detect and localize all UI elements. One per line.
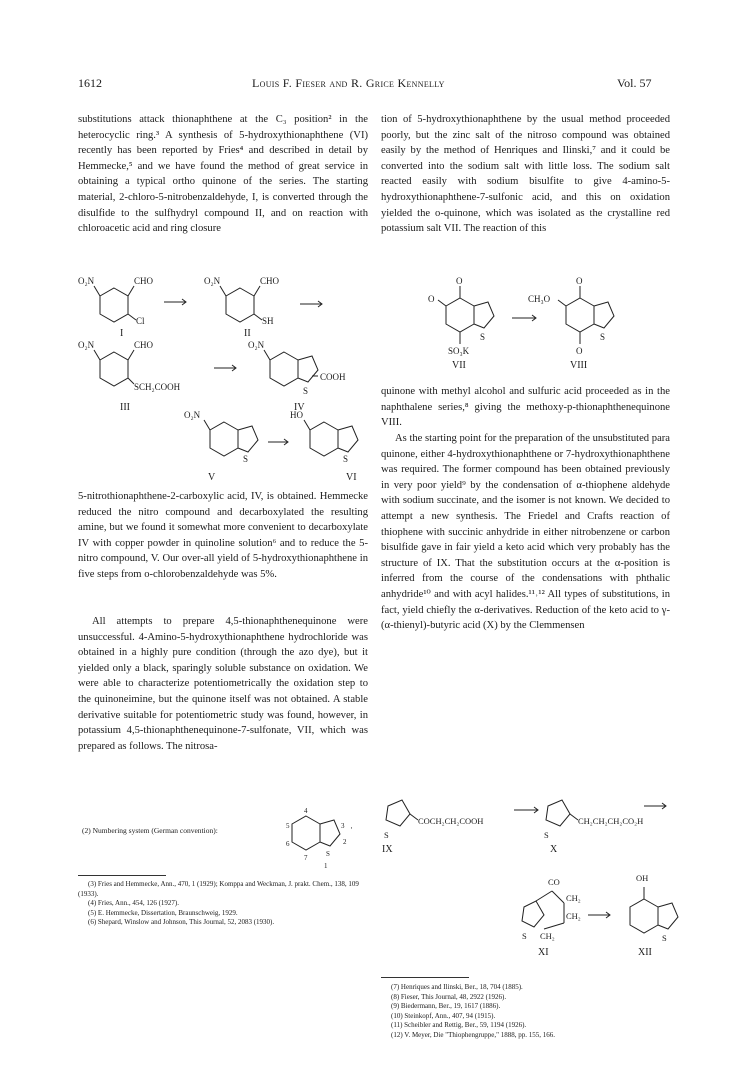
group-o2n-4: O₂N xyxy=(248,340,265,350)
scheme-quinone-vii-viii xyxy=(420,272,660,382)
position-6: 6 xyxy=(286,840,290,848)
scheme-nitro-to-hydroxythionaphthene xyxy=(72,272,372,490)
group-o2n-5: O₂N xyxy=(184,410,201,420)
group-coch2ch2cooh: COCH₂CH₂COOH xyxy=(418,816,484,826)
position-1: 1 xyxy=(324,862,328,870)
group-so3k: SO₃K xyxy=(448,346,470,356)
group-o2n-1: O₂N xyxy=(78,276,95,286)
sulfur-ix: S xyxy=(384,830,389,840)
footnote-10: (10) Steinkopf, Ann., 407, 94 (1915). xyxy=(391,1011,496,1020)
compound-label-ii: II xyxy=(244,328,251,339)
running-title: Louis F. Fieser and R. Grice Kennelly xyxy=(252,76,445,90)
numbering-note-label: (2) Numbering system (German convention): xyxy=(82,826,218,835)
sulfur-v: S xyxy=(243,454,249,464)
compound-label-xii: XII xyxy=(638,947,652,958)
sulfur-vii: S xyxy=(480,332,486,342)
footnote-6: (6) Shepard, Winslow and Johnson, This Journal, 52, 2083 (1930). xyxy=(88,918,275,927)
sulfur-x: S xyxy=(544,830,549,840)
group-ch2-1: CH₂ xyxy=(566,893,581,903)
compound-label-v: V xyxy=(208,472,216,483)
group-ch3o: CH₃O xyxy=(528,294,551,304)
sulfur-vi: S xyxy=(343,454,349,464)
right-para-1-text: tion of 5-hydroxythionaphthene by the usual method proceeded poorly, but the zinc salt of the nitroso compound was obtained easily by the method of Henriques and Ilinski,⁷ and it could be converted into the sodium salt with little loss. The sodium salt reacted easily with sodium bisulfite to give 4-amino-5-hydroxythionaphthene-7-sulfonic acid, and this on oxidation yielded the o-quinone, which was isolated as the crystalline red potassium salt VII. The reaction of this xyxy=(381,114,670,235)
compound-label-x: X xyxy=(550,844,558,855)
position-4: 4 xyxy=(304,807,308,815)
position-3: 3 xyxy=(341,822,345,830)
sulfur-xi: S xyxy=(522,931,527,941)
group-cooh: COOH xyxy=(320,372,346,382)
right-para-2-text: quinone with methyl alcohol and sulfuric acid proceeded as in the naphthalene series,⁸ giving the methoxy-p-thionaphthenequinone VIII. xyxy=(381,386,670,429)
footnote-11: (11) Scheibler and Rettig, Ber., 59, 1194 (1926). xyxy=(391,1021,527,1030)
compound-label-xi: XI xyxy=(538,947,549,958)
group-o2n-3: O₂N xyxy=(78,340,95,350)
compound-label-vii: VII xyxy=(452,360,466,371)
group-cl: Cl xyxy=(136,316,145,326)
compound-label-viii: VIII xyxy=(570,360,588,371)
numbering-diagram xyxy=(286,804,358,874)
sulfur-iv: S xyxy=(303,386,309,396)
footnote-8: (8) Fieser, This Journal, 48, 2922 (1926). xyxy=(391,992,507,1001)
compound-label-vi: VI xyxy=(346,472,357,483)
group-ch2ch2ch2co2h: CH₂CH₂CH₂CO₂H xyxy=(578,816,644,826)
volume-number: Vol. 57 xyxy=(617,76,652,90)
right-paragraph-1 xyxy=(381,112,670,237)
group-ch2-3: CH₂ xyxy=(540,931,555,941)
group-sch2cooh: SCH₂COOH xyxy=(134,382,181,392)
group-ho: HO xyxy=(290,410,303,420)
right-paragraph-2 xyxy=(381,384,670,431)
group-cho-2: CHO xyxy=(260,276,280,286)
sulfur-viii: S xyxy=(600,332,606,342)
compound-label-iii: III xyxy=(120,402,130,413)
position-5: 5 xyxy=(286,822,290,830)
group-sh: SH xyxy=(262,316,274,326)
oxygen-viii-top: O xyxy=(576,276,583,286)
compound-label-ix: IX xyxy=(382,844,393,855)
right-paragraph-3 xyxy=(381,431,670,634)
group-cho-3: CHO xyxy=(134,340,154,350)
oxygen-vii-left: O xyxy=(428,294,435,304)
left-paragraph-1 xyxy=(78,112,368,237)
group-cho-1: CHO xyxy=(134,276,154,286)
right-para-3-text: As the starting point for the preparation of the unsubstituted para quinone, either 4-hydroxythionaphthene or 7-hydroxythionaphthene was required. The former compound has been obtained previously in very poor yield⁹ by the condensation of α-thiophene aldehyde with sodium succinate, and the isomer is not known. We decided to attempt a new synthesis. The Friedel and Crafts reaction of thiophene with succinic anhydride in either nitrobenzene or carbon bisulfide gave in fair yield a keto acid which very probably has the structure of IX. That the substitution occurs at the α-position is inferred from the course of the condensations with phthalic anhydride¹⁰ and with acyl halides.¹¹˒¹² All types of substitutions, in fact, yield chiefly the α-derivatives. Reduction of the keto acid to γ-(α-thienyl)-butyric acid (X) by the Clemmensen xyxy=(381,433,670,632)
left-para-3-text: All attempts to prepare 4,5-thionaphthenequinone were unsuccessful. 4-Amino-5-hydroxythionaphthene hydrochloride was obtained in a highly pure condition (through the azo dye), but it yielded only a black, sparingly soluble substance on oxidation. We were able to characterize potentiometrically the oxidation step to the quinoneimine, but the quinone itself was not obtained. A stable derivative suitable for potentiometric study was found, however, in potassium 4,5-thionaphthenequinone-7-sulfonate, VII, which was prepared as follows. The nitrosa- xyxy=(78,616,368,752)
group-ch2-2: CH₂ xyxy=(566,911,581,921)
left-para-1-text: substitutions attack thionaphthene at the C₃ position² in the heterocyclic ring.³ A synthesis of 5-hydroxythionaphthene (VI) recently has been reported by Fries⁴ and described in detail by Hemmecke,⁵ and we have found the method of great service in obtaining a typical ortho quinone of the series. The starting material, 2-chloro-5-nitrobenzaldehyde, I, is converted through the disulfide to the sulfhydryl compound II, and on reaction with chloroacetic acid and ring closure xyxy=(78,114,368,235)
compound-label-i: I xyxy=(120,328,124,339)
numbering-sulfur: S xyxy=(326,850,330,858)
svg-text:·: · xyxy=(350,823,353,833)
group-oh: OH xyxy=(636,873,649,883)
group-o2n-2: O₂N xyxy=(204,276,221,286)
oxygen-vii-top: O xyxy=(456,276,463,286)
group-co: CO xyxy=(548,877,560,887)
left-paragraph-3 xyxy=(78,614,368,754)
left-paragraph-2 xyxy=(78,489,368,583)
footnote-7: (7) Henriques and Ilinski, Ber., 18, 704 (1885). xyxy=(391,983,523,991)
compound-label-iv: IV xyxy=(294,402,305,413)
footnotes-left xyxy=(78,880,368,928)
footnotes-right xyxy=(381,983,670,1041)
left-para-2-text: 5-nitrothionaphthene-2-carboxylic acid, IV, is obtained. Hemmecke reduced the nitro compound and decarboxylated the resulting amine, but we found it somewhat more convenient to decarboxylate IV with copper powder in quinoline solution⁶ and to reduce the 5-nitro compound, V. Our over-all yield of 5-hydroxythionaphthene in five steps from o-chlorobenzaldehyde was 5%. xyxy=(78,491,368,580)
sulfur-xii: S xyxy=(662,933,667,943)
page-number: 1612 xyxy=(78,76,102,90)
scheme-xi-xii xyxy=(500,865,680,965)
footnote-9: (9) Biedermann, Ber., 19, 1617 (1886). xyxy=(391,1002,501,1011)
footnote-12: (12) V. Meyer, Die "Thiophengruppe," 1888, pp. 155, 166. xyxy=(391,1030,556,1039)
position-2: 2 xyxy=(343,838,347,846)
position-7: 7 xyxy=(304,854,308,862)
footnote-3: (3) Fries and Hemmecke, Ann., 470, 1 (1929); Komppa and Weckman, J. prakt. Chem., 138, 109 (1933). xyxy=(78,880,359,898)
footnote-4: (4) Fries, Ann., 454, 126 (1927). xyxy=(88,899,179,908)
oxygen-viii-bottom: O xyxy=(576,346,583,356)
footnote-5: (5) E. Hemmecke, Dissertation, Braunschweig, 1929. xyxy=(88,908,238,917)
